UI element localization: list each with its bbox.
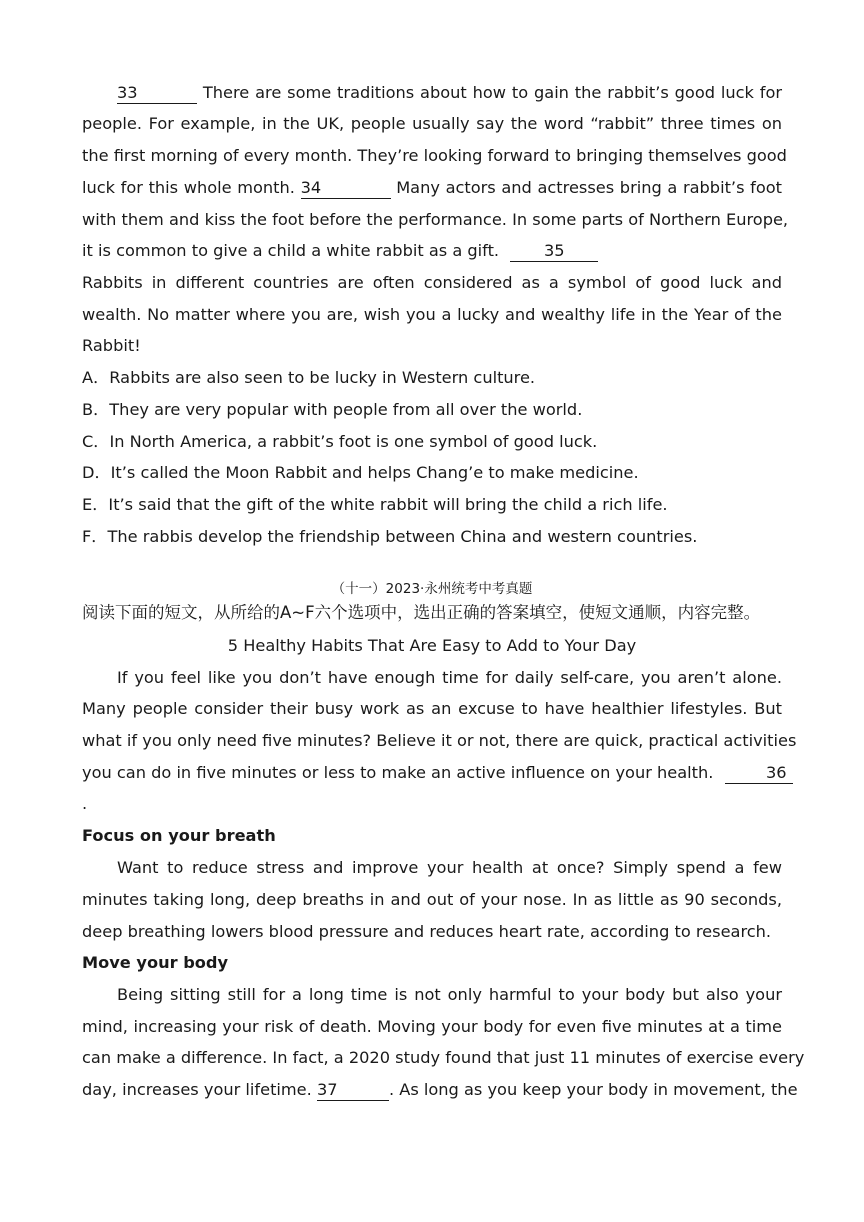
option-f: F．The rabbis develop the friendship between China and western countries.: [82, 527, 698, 546]
text-segment: day, increases your lifetime.: [82, 1080, 312, 1099]
text-line: Rabbit!: [82, 336, 141, 355]
text-line: Being sitting still for a long time is not only harmful to your body but also your: [117, 985, 782, 1004]
text-line: minutes taking long, deep breaths in and out of your nose. In as little as 90 seconds,: [82, 890, 782, 909]
text-line: [82, 172, 782, 204]
text-line: people. For example, in the UK, people usually say the word “rabbit” three times on: [82, 114, 782, 133]
text-segment: luck for this whole month.: [82, 178, 295, 197]
option-b: B．They are very popular with people from all over the world.: [82, 400, 583, 419]
text-segment: There are some traditions about how to gain the rabbit’s good luck for: [202, 83, 783, 102]
text-line: the first morning of every month. They’re looking forward to bringing themselves good: [82, 146, 787, 165]
answer-blank-35[interactable]: 35: [510, 241, 598, 262]
text-line: .: [82, 794, 88, 813]
text-segment: . As long as you keep your body in movement, the: [388, 1080, 798, 1099]
text-line: [82, 235, 782, 267]
text-line: [82, 1074, 798, 1106]
option-c: C．In North America, a rabbit’s foot is one symbol of good luck.: [82, 432, 598, 451]
text-line: mind, increasing your risk of death. Moving your body for even five minutes at a time: [82, 1017, 782, 1036]
text-line: [82, 77, 782, 109]
option-d: D．It’s called the Moon Rabbit and helps Chang’e to make medicine.: [82, 463, 639, 482]
instruction: 阅读下面的短文，从所给的A~F六个选项中，选出正确的答案填空，使短文通顺，内容完整。: [82, 603, 761, 622]
text-line: Want to reduce stress and improve your health at once? Simply spend a few: [117, 858, 782, 877]
passage-title: 5 Healthy Habits That Are Easy to Add to Your Day: [227, 636, 637, 655]
text-line: Rabbits in different countries are often considered as a symbol of good luck and: [82, 273, 782, 292]
text-line: what if you only need five minutes? Believe it or not, there are quick, practical activities: [82, 731, 797, 750]
text-line: Many people consider their busy work as an excuse to have healthier lifestyles. But: [82, 699, 782, 718]
option-e: E．It’s said that the gift of the white rabbit will bring the child a rich life.: [82, 495, 668, 514]
text-line: wealth. No matter where you are, wish you a lucky and wealthy life in the Year of the: [82, 305, 782, 324]
text-segment: Many actors and actresses bring a rabbit’s foot: [396, 178, 782, 197]
subheading-breath: Focus on your breath: [82, 826, 276, 845]
text-segment: you can do in five minutes or less to make an active influence on your health.: [82, 763, 714, 782]
answer-blank-33[interactable]: 33: [117, 83, 197, 104]
answer-blank-34[interactable]: 34: [301, 178, 391, 199]
text-line: If you feel like you don’t have enough time for daily self-care, you aren’t alone.: [117, 668, 782, 687]
subheading-move: Move your body: [82, 953, 229, 972]
answer-blank-36[interactable]: 36: [725, 763, 793, 784]
text-line: can make a difference. In fact, a 2020 study found that just 11 minutes of exercise every: [82, 1048, 805, 1067]
option-a: A．Rabbits are also seen to be lucky in Western culture.: [82, 368, 536, 387]
text-line: [82, 757, 787, 789]
text-line: with them and kiss the foot before the performance. In some parts of Northern Europe,: [82, 210, 789, 229]
text-segment: it is common to give a child a white rabbit as a gift.: [82, 241, 500, 260]
source-heading: （十一）2023·永州统考中考真题: [331, 581, 533, 597]
text-line: deep breathing lowers blood pressure and reduces heart rate, according to research.: [82, 922, 772, 941]
answer-blank-37[interactable]: 37: [317, 1080, 389, 1101]
